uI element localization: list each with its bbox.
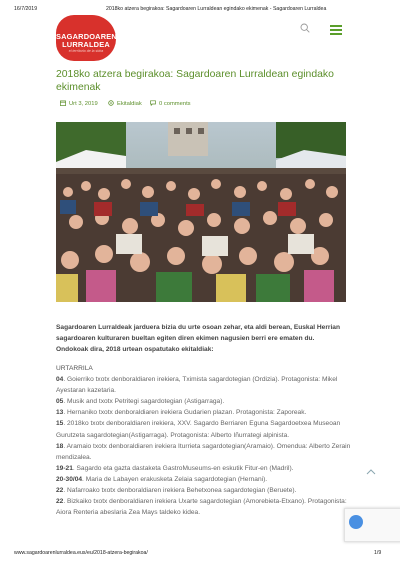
event-item: 05. Musik and txotx Petritegi sagardotegian (Astigarraga). — [56, 398, 225, 406]
logo-line2: LURRALDEA — [62, 40, 110, 49]
calendar-icon — [60, 100, 66, 106]
post-date-text: Urt 3, 2019 — [69, 101, 98, 107]
print-page-number: 1/9 — [374, 550, 382, 556]
logo-line1: SAGARDOAREN — [56, 32, 117, 41]
post-date — [60, 100, 98, 107]
crowd — [56, 174, 346, 302]
recaptcha-icon — [349, 515, 363, 529]
logo-tagline: el territorio de la sidra — [68, 49, 104, 53]
recaptcha-badge[interactable] — [344, 508, 400, 542]
event-item: 15. 2018ko txotx denboraldiaren irekiera, XXV. Sagardo Berriaren Eguna Sagardoetxea Museoan Gurutzeta sagardotegian(Astigarraga). Protagonista: Alberto Iñurrategi alpinista. — [56, 420, 341, 439]
site-logo[interactable] — [56, 15, 116, 65]
event-item: 13. Hernaniko txotx denboraldiaren irekiera Gudarien plazan. Protagonista: Zaporeak. — [56, 409, 307, 417]
article-lead: Sagardoaren Lurraldeak jarduera bizia du urte osoan zehar, eta aldi berean, Euskal Herrian sagardoaren kulturaren bueltan egiten diren ekimen nagusien berri ere ematen du. Ondokoak dira, 2018 urtean ospatutako ekitaldiak: — [56, 324, 340, 353]
crowd-photo — [56, 122, 346, 302]
event-item: 22. Bizkaiko txotx denboraldiaren irekiera Uxarte sagardotegian (Amorebieta-Etxano). Protagonista: Aiora Renteria abeslaria Zea Mays taldeko kidea. — [56, 498, 347, 517]
hamburger-menu-icon[interactable] — [330, 25, 342, 34]
print-page-title: 2018ko atzera begirakoa: Sagardoaren Lurraldean egindako ekimenak - Sagardoaren Lurraldea — [106, 6, 327, 12]
event-item: 20-30/04. Maria de Labayen erakusketa Zelaia sagardotegian (Hernani). — [56, 475, 268, 483]
month-heading: URTARRILA — [56, 365, 93, 372]
event-item: 18. Aramaio txotx denboraldiaren irekiera Iturrieta sagardotegian(Aramaio). Omendua: Alberto Zerain mendizalea. — [56, 442, 351, 461]
event-item: 19-21. Sagardo eta gazta dastaketa GastroMuseums-en eskutik Fitur-en (Madril). — [56, 464, 294, 472]
post-category-text: Ekitaldiak — [117, 101, 142, 107]
comment-icon — [150, 100, 156, 106]
post-comments-text: 0 comments — [159, 101, 191, 107]
event-item: 04. Goierriko txotx denboraldiaren irekiera, Tximista sagardotegian (Ordizia). Protagonista: Mikel Ayestaran kazetaria. — [56, 376, 338, 395]
post-comments[interactable] — [150, 100, 191, 107]
print-url: www.sagardoarenlurraldea.eus/eu/2018-atzera-begirakoa/ — [14, 550, 148, 556]
post-category[interactable] — [108, 100, 142, 107]
scroll-to-top-icon[interactable] — [366, 468, 376, 476]
print-date: 16/7/2019 — [14, 6, 38, 12]
article-title: 2018ko atzera begirakoa: Sagardoaren Lurraldean egindako ekimenak — [56, 69, 334, 94]
event-item: 22. Nafarroako txotx denboraldiaren irekiera Behetxonea sagardotegian (Beruete). — [56, 487, 297, 495]
search-icon[interactable] — [300, 23, 310, 33]
gear-icon — [108, 100, 114, 106]
events-list — [56, 363, 356, 518]
